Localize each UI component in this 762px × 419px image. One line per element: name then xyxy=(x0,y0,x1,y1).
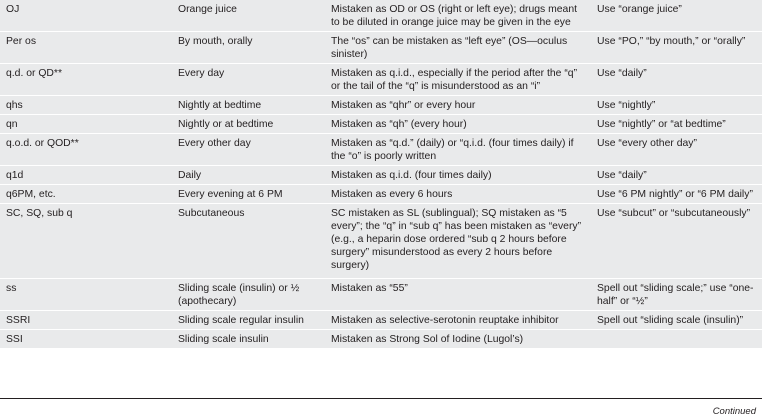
table-row xyxy=(0,330,762,349)
correction-cell xyxy=(591,330,762,349)
misinterpretation-cell: Mistaken as “55” xyxy=(325,279,591,311)
table-row xyxy=(0,311,762,330)
correction-cell: Use “subcut” or “subcutaneously” xyxy=(591,204,762,279)
table-row xyxy=(0,185,762,204)
meaning-cell: Sliding scale regular insulin xyxy=(172,311,325,330)
table-row xyxy=(0,96,762,115)
meaning-cell: Every evening at 6 PM xyxy=(172,185,325,204)
correction-cell: Use “nightly” or “at bedtime” xyxy=(591,115,762,134)
misinterpretation-cell: Mistaken as q.i.d., especially if the period after the “q” or the tail of the “q” is misunderstood as an “i” xyxy=(325,64,591,96)
meaning-cell: Sliding scale insulin xyxy=(172,330,325,349)
meaning-cell: Sliding scale (insulin) or ½ (apothecary) xyxy=(172,279,325,311)
correction-cell: Use “6 PM nightly” or “6 PM daily” xyxy=(591,185,762,204)
correction-cell: Spell out “sliding scale;” use “one-half” or “½” xyxy=(591,279,762,311)
misinterpretation-cell: Mistaken as OD or OS (right or left eye); drugs meant to be diluted in orange juice may be given in the eye xyxy=(325,0,591,32)
bottom-rule xyxy=(0,398,762,399)
correction-cell: Use “every other day” xyxy=(591,134,762,166)
table-row xyxy=(0,204,762,279)
correction-cell: Use “nightly” xyxy=(591,96,762,115)
correction-cell: Use “daily” xyxy=(591,166,762,185)
correction-cell: Use “PO,” “by mouth,” or “orally” xyxy=(591,32,762,64)
abbreviation-cell: qn xyxy=(0,115,172,134)
misinterpretation-cell: The “os” can be mistaken as “left eye” (OS—oculus sinister) xyxy=(325,32,591,64)
misinterpretation-cell: Mistaken as every 6 hours xyxy=(325,185,591,204)
meaning-cell: Every other day xyxy=(172,134,325,166)
abbreviation-cell: q6PM, etc. xyxy=(0,185,172,204)
misinterpretation-cell: Mistaken as “qhr” or every hour xyxy=(325,96,591,115)
table-row xyxy=(0,166,762,185)
meaning-cell: Every day xyxy=(172,64,325,96)
abbreviation-cell: q1d xyxy=(0,166,172,185)
misinterpretation-cell: Mistaken as selective-serotonin reuptake inhibitor xyxy=(325,311,591,330)
abbreviation-cell: OJ xyxy=(0,0,172,32)
misinterpretation-cell: Mistaken as Strong Sol of Iodine (Lugol’s) xyxy=(325,330,591,349)
misinterpretation-cell: SC mistaken as SL (sublingual); SQ mistaken as “5 every”; the “q” in “sub q” has been mistaken as “every” (e.g., a heparin dose ordered “sub q 2 hours before surgery” misunderstood as every 2 hours before surgery) xyxy=(325,204,591,279)
abbreviation-cell: SSI xyxy=(0,330,172,349)
continued-label: Continued xyxy=(712,406,756,417)
table-row xyxy=(0,279,762,311)
misinterpretation-cell: Mistaken as “q.d.” (daily) or “q.i.d. (four times daily) if the “o” is poorly written xyxy=(325,134,591,166)
abbreviation-cell: SC, SQ, sub q xyxy=(0,204,172,279)
meaning-cell: Subcutaneous xyxy=(172,204,325,279)
table-row xyxy=(0,0,762,32)
abbreviation-cell: SSRI xyxy=(0,311,172,330)
abbreviation-cell: ss xyxy=(0,279,172,311)
misinterpretation-cell: Mistaken as q.i.d. (four times daily) xyxy=(325,166,591,185)
abbreviation-cell: q.d. or QD** xyxy=(0,64,172,96)
table-row xyxy=(0,115,762,134)
table-row xyxy=(0,64,762,96)
misinterpretation-cell: Mistaken as “qh” (every hour) xyxy=(325,115,591,134)
meaning-cell: Nightly at bedtime xyxy=(172,96,325,115)
table-row xyxy=(0,134,762,166)
table-row xyxy=(0,32,762,64)
meaning-cell: Daily xyxy=(172,166,325,185)
abbreviation-cell: qhs xyxy=(0,96,172,115)
abbreviation-cell: q.o.d. or QOD** xyxy=(0,134,172,166)
correction-cell: Use “daily” xyxy=(591,64,762,96)
meaning-cell: Nightly or at bedtime xyxy=(172,115,325,134)
correction-cell: Spell out “sliding scale (insulin)” xyxy=(591,311,762,330)
meaning-cell: Orange juice xyxy=(172,0,325,32)
correction-cell: Use “orange juice” xyxy=(591,0,762,32)
abbreviation-cell: Per os xyxy=(0,32,172,64)
meaning-cell: By mouth, orally xyxy=(172,32,325,64)
